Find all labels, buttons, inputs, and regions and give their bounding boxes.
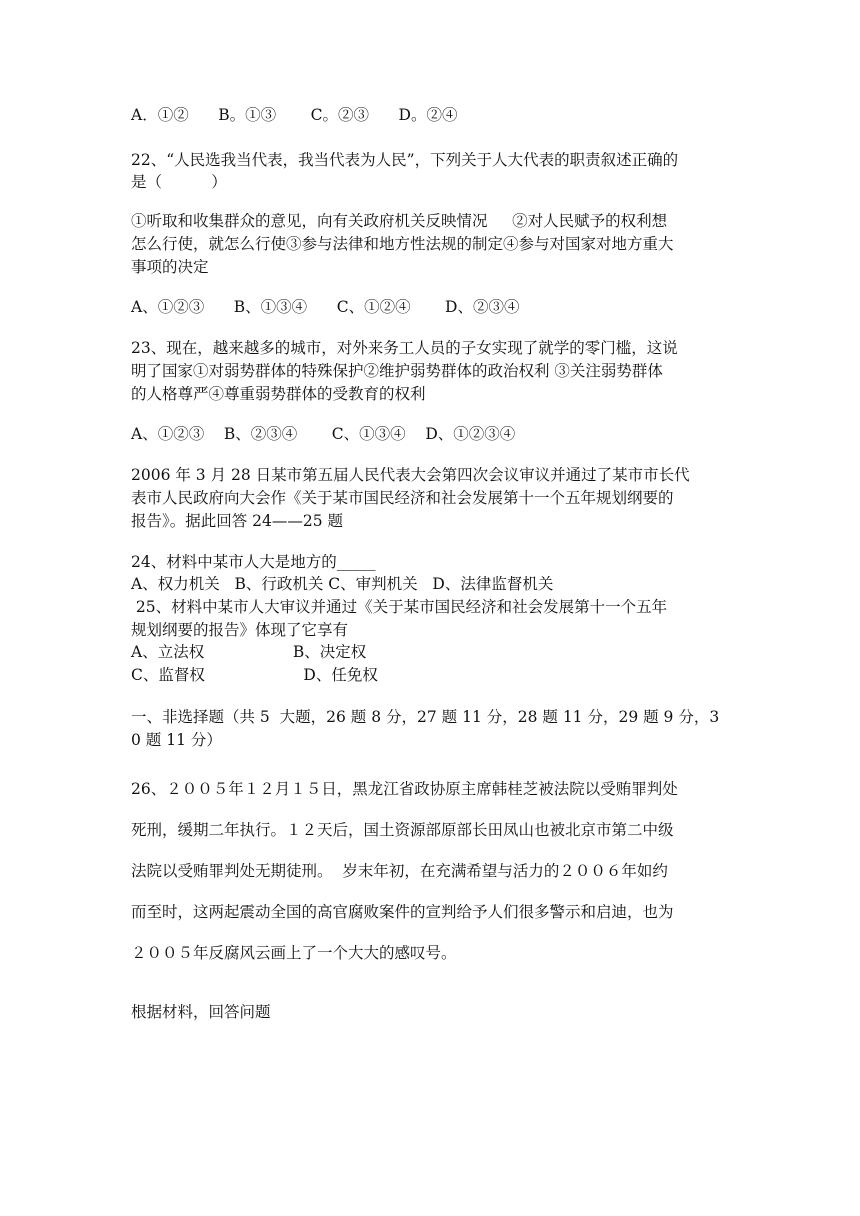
q22-items-line1: ①听取和收集群众的意见，向有关政府机关反映情况 ②对人民赋予的权利想: [131, 212, 668, 230]
q22-options: A、①②③ B、①③④ C、①②④ D、②③④: [131, 298, 520, 316]
q22-stem-line2: 是（ ）: [131, 173, 227, 191]
q25-stem-line2: 规划纲要的报告》体现了它享有: [131, 621, 349, 639]
q23-stem-line3: 的人格尊严④尊重弱势群体的受教育的权利: [131, 385, 426, 403]
q25-options-line1: A、立法权 B、决定权: [131, 643, 367, 661]
q24-options: A、权力机关 B、行政机关 C、审判机关 D、法律监督机关: [131, 575, 554, 593]
q21-options: A．①② B。①③ C。②③ D。②④: [131, 106, 458, 124]
section-heading-line2: 0 题 11 分）: [131, 731, 222, 749]
q26-material-line5: ２００５年反腐风云画上了一个大大的感叹号。: [131, 944, 457, 962]
q26-material-line3: 法院以受贿罪判处无期徒刑。 岁末年初，在充满希望与活力的２００６年如约: [131, 862, 668, 880]
q23-stem-line2: 明了国家①对弱势群体的特殊保护②维护弱势群体的政治权利 ③关注弱势群体: [131, 362, 663, 380]
section-heading-line1: 一、非选择题（共 5 大题，26 题 8 分，27 题 11 分，28 题 11 分，29 题 9 分，3: [131, 708, 720, 726]
q22-stem-line1: 22、“人民选我当代表，我当代表为人民”，下列关于人大代表的职责叙述正确的: [131, 151, 679, 169]
material-line1: 2006 年 3 月 28 日某市第五届人民代表大会第四次会议审议并通过了某市市长代: [131, 466, 690, 484]
q26-prompt: 根据材料，回答问题: [131, 1003, 271, 1021]
q23-options: A、①②③ B、②③④ C、①③④ D、①②③④: [131, 425, 516, 443]
material-line3: 报告》。据此回答 24——25 题: [131, 512, 344, 530]
q26-material-line4: 而至时，这两起震动全国的高官腐败案件的宣判给予人们很多警示和启迪，也为: [131, 903, 674, 921]
q24-stem: 24、材料中某市人大是地方的_____: [131, 553, 376, 571]
q22-items-line3: 事项的决定: [131, 258, 209, 276]
q25-options-line2: C、监督权 D、任免权: [131, 666, 378, 684]
q25-stem-line1: 25、材料中某市人大审议并通过《关于某市国民经济和社会发展第十一个五年: [131, 598, 668, 616]
material-line2: 表市人民政府向大会作《关于某市国民经济和社会发展第十一个五年规划纲要的: [131, 489, 674, 507]
q26-material-line2: 死刑，缓期二年执行。１２天后，国土资源部原部长田凤山也被北京市第二中级: [131, 821, 674, 839]
q26-material-line1: 26、２００５年１２月１５日，黑龙江省政协原主席韩桂芝被法院以受贿罪判处: [131, 780, 678, 798]
q22-items-line2: 怎么行使，就怎么行使③参与法律和地方性法规的制定④参与对国家对地方重大: [131, 235, 674, 253]
q23-stem-line1: 23、现在，越来越多的城市，对外来务工人员的子女实现了就学的零门槛，这说: [131, 339, 678, 357]
